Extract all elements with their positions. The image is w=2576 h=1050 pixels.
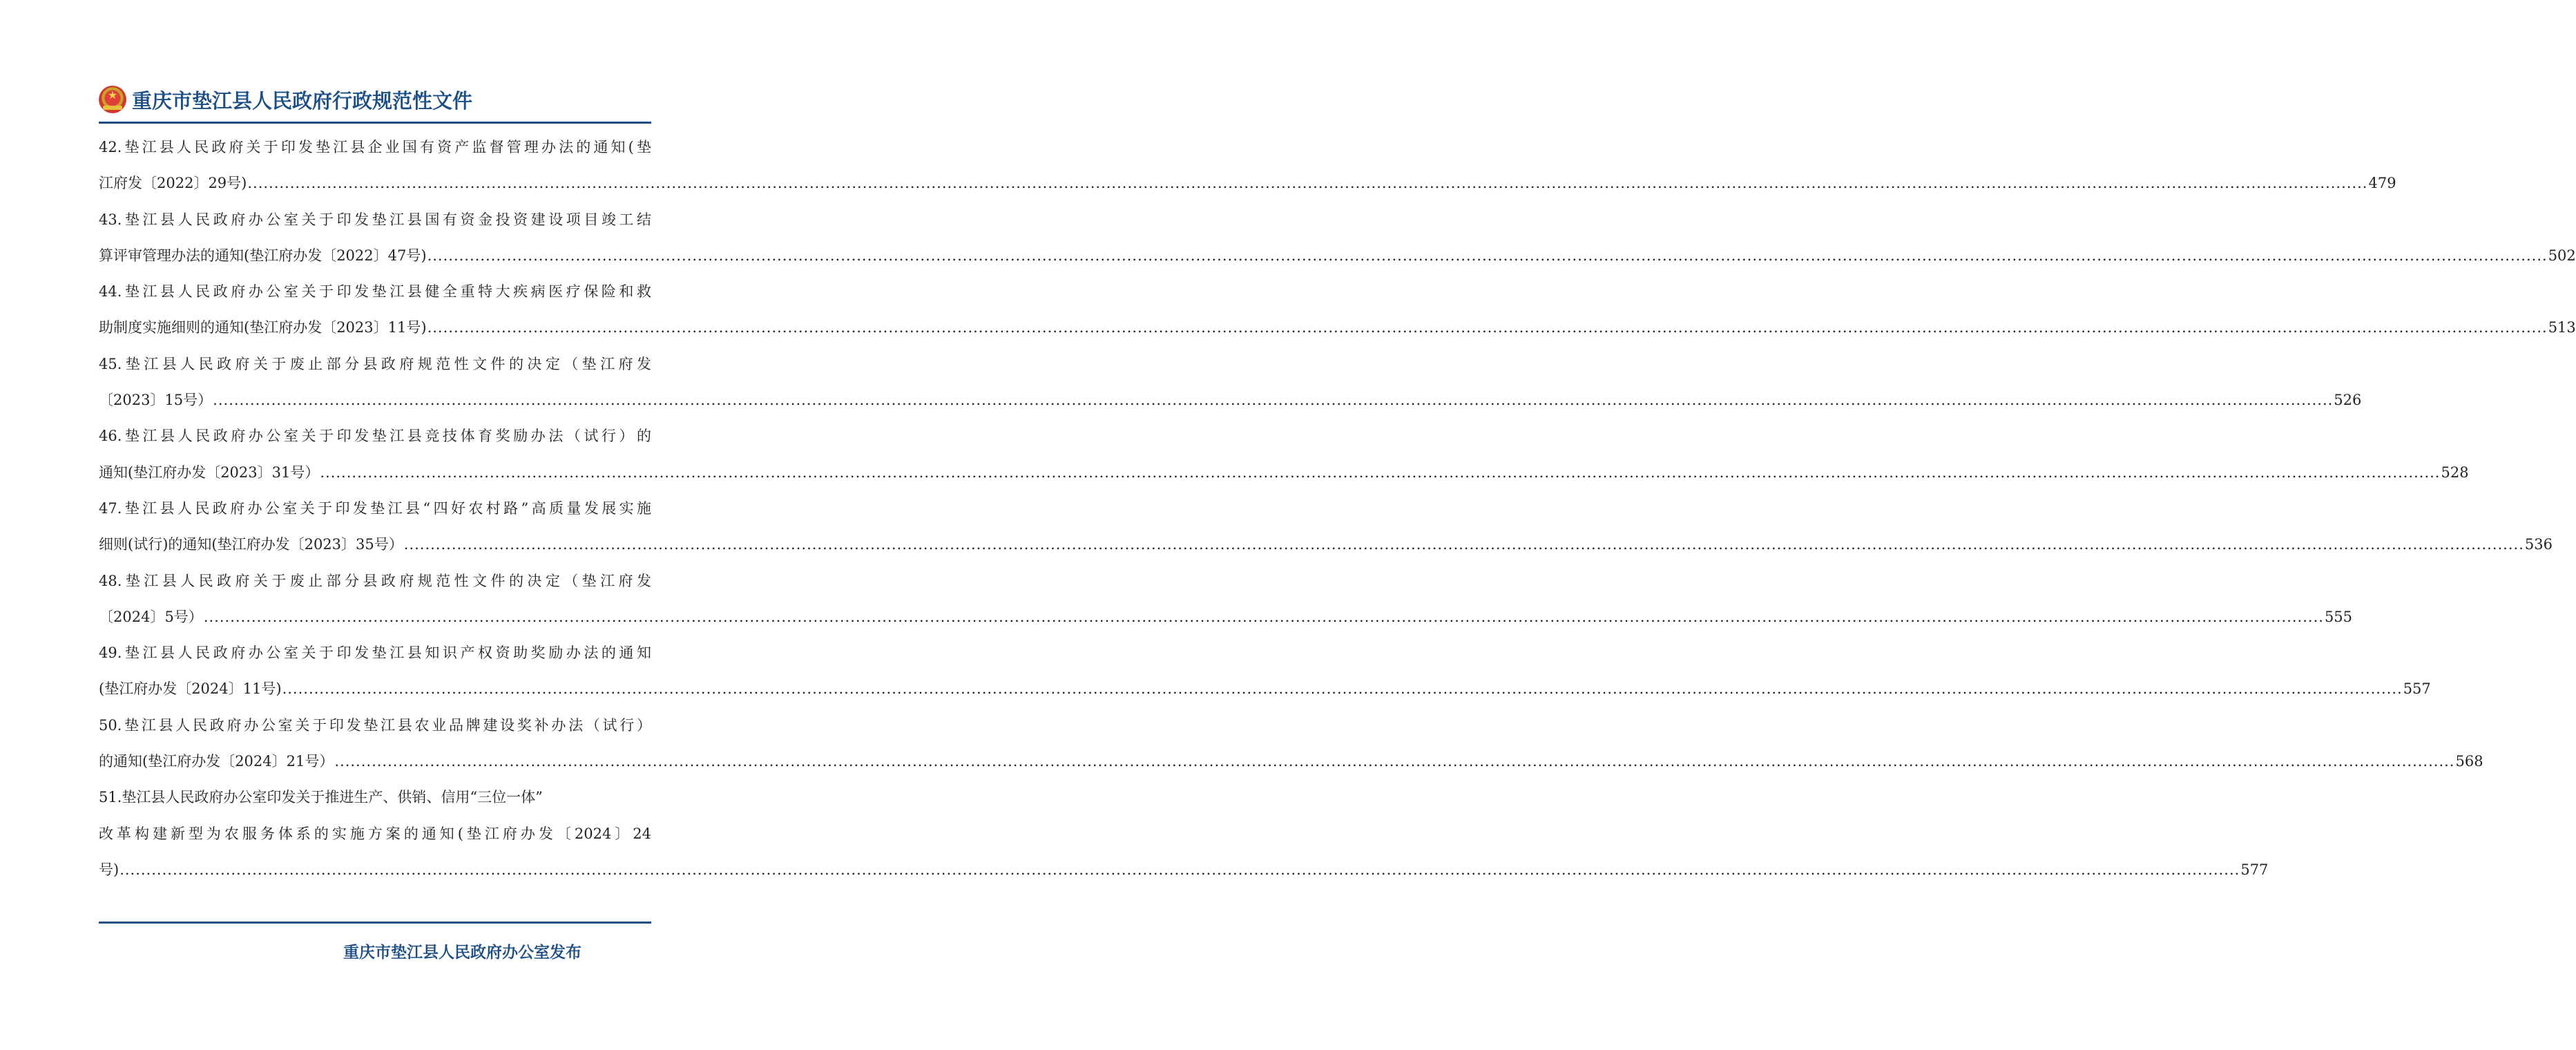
toc-entry-title-cont: 细则(试行)的通知(垫江府办发〔2023〕35号） bbox=[99, 536, 403, 553]
toc-entry-50[interactable] bbox=[99, 707, 2483, 780]
toc-entry-47[interactable] bbox=[99, 490, 2553, 563]
dot-leader: ................................................................................................................................................................................................................................................................................................................................................................................................................ bbox=[203, 608, 2324, 625]
dot-leader: ................................................................................................................................................................................................................................................................................................................................................................................................................ bbox=[282, 680, 2403, 698]
toc-page-number: 577 bbox=[2240, 861, 2269, 878]
toc-entry-title-cont: 助制度实施细则的通知(垫江府办发〔2023〕11号) bbox=[99, 319, 427, 336]
toc-page-number: 528 bbox=[2441, 464, 2469, 481]
toc-entry-title: 47.垫江县人民政府办公室关于印发垫江县“四好农村路”高质量发展实施 bbox=[99, 499, 651, 517]
header-divider bbox=[99, 122, 651, 124]
toc-entry-title-cont: (垫江府办发〔2024〕11号) bbox=[99, 680, 282, 698]
document-header bbox=[99, 83, 651, 116]
toc-entry-49[interactable] bbox=[99, 635, 2431, 707]
national-emblem-icon: ★ bbox=[99, 86, 126, 113]
dot-leader: ................................................................................................................................................................................................................................................................................................................................................................................................................ bbox=[427, 319, 2548, 336]
toc-entry-42[interactable] bbox=[99, 129, 2396, 202]
toc-page-number: 513 bbox=[2548, 319, 2576, 336]
toc-page-number: 526 bbox=[2334, 392, 2362, 409]
toc-page-number: 479 bbox=[2368, 175, 2396, 192]
toc-entry-title-cont: 通知(垫江府办发〔2023〕31号） bbox=[99, 464, 320, 481]
table-of-contents bbox=[99, 129, 2576, 888]
toc-entry-title-cont: 的通知(垫江府办发〔2024〕21号） bbox=[99, 753, 334, 770]
toc-entry-title-cont: 〔2024〕5号） bbox=[99, 608, 203, 625]
toc-page-number: 555 bbox=[2324, 608, 2353, 625]
toc-entry-48[interactable] bbox=[99, 563, 2353, 636]
toc-entry-46[interactable] bbox=[99, 418, 2469, 490]
toc-page-number: 557 bbox=[2403, 680, 2431, 698]
dot-leader: ................................................................................................................................................................................................................................................................................................................................................................................................................ bbox=[247, 175, 2368, 192]
toc-page-number: 536 bbox=[2524, 536, 2553, 553]
toc-entry-title: 49.垫江县人民政府办公室关于印发垫江县知识产权资助奖励办法的通知 bbox=[99, 645, 651, 662]
toc-entry-title: 46.垫江县人民政府办公室关于印发垫江县竞技体育奖励办法（试行）的 bbox=[99, 428, 651, 445]
publisher-footer: 重庆市垫江县人民政府办公室发布 bbox=[343, 944, 581, 962]
dot-leader: ................................................................................................................................................................................................................................................................................................................................................................................................................ bbox=[334, 753, 2455, 770]
toc-page-number: 502 bbox=[2548, 247, 2576, 264]
toc-entry-title-cont: 江府发〔2022〕29号) bbox=[99, 175, 247, 192]
toc-entry-45[interactable] bbox=[99, 346, 2362, 419]
toc-entry-title: 45.垫江县人民政府关于废止部分县政府规范性文件的决定（垫江府发 bbox=[99, 355, 651, 372]
toc-entry-43[interactable] bbox=[99, 202, 2576, 274]
footer-divider bbox=[99, 922, 651, 924]
toc-entry-title-cont: 改革构建新型为农服务体系的实施方案的通知(垫江府办发〔2024〕24 bbox=[99, 825, 651, 842]
toc-entry-title: 48.垫江县人民政府关于废止部分县政府规范性文件的决定（垫江府发 bbox=[99, 572, 651, 589]
toc-entry-title: 44.垫江县人民政府办公室关于印发垫江县健全重特大疾病医疗保险和救 bbox=[99, 283, 651, 300]
dot-leader: ................................................................................................................................................................................................................................................................................................................................................................................................................ bbox=[213, 392, 2334, 409]
toc-entry-title-cont: 号) bbox=[99, 861, 119, 878]
header-title: 重庆市垫江县人民政府行政规范性文件 bbox=[132, 88, 473, 113]
toc-entry-title-cont: 算评审管理办法的通知(垫江府办发〔2022〕47号) bbox=[99, 247, 427, 264]
toc-entry-title: 42.垫江县人民政府关于印发垫江县企业国有资产监督管理办法的通知(垫 bbox=[99, 139, 651, 155]
toc-entry-title-cont: 〔2023〕15号） bbox=[99, 392, 213, 409]
toc-entry-title: 50.垫江县人民政府办公室关于印发垫江县农业品牌建设奖补办法（试行） bbox=[99, 716, 651, 734]
dot-leader: ................................................................................................................................................................................................................................................................................................................................................................................................................ bbox=[320, 464, 2441, 481]
dot-leader: ................................................................................................................................................................................................................................................................................................................................................................................................................ bbox=[119, 861, 2240, 878]
toc-entry-51[interactable] bbox=[99, 779, 2269, 888]
dot-leader: ................................................................................................................................................................................................................................................................................................................................................................................................................ bbox=[403, 536, 2524, 553]
toc-entry-44[interactable] bbox=[99, 274, 2576, 346]
dot-leader: ................................................................................................................................................................................................................................................................................................................................................................................................................ bbox=[427, 247, 2548, 264]
toc-entry-title: 51.垫江县人民政府办公室印发关于推进生产、供销、信用“三位一体” bbox=[99, 789, 543, 806]
toc-entry-title: 43.垫江县人民政府办公室关于印发垫江县国有资金投资建设项目竣工结 bbox=[99, 211, 651, 228]
toc-page-number: 568 bbox=[2455, 753, 2483, 770]
